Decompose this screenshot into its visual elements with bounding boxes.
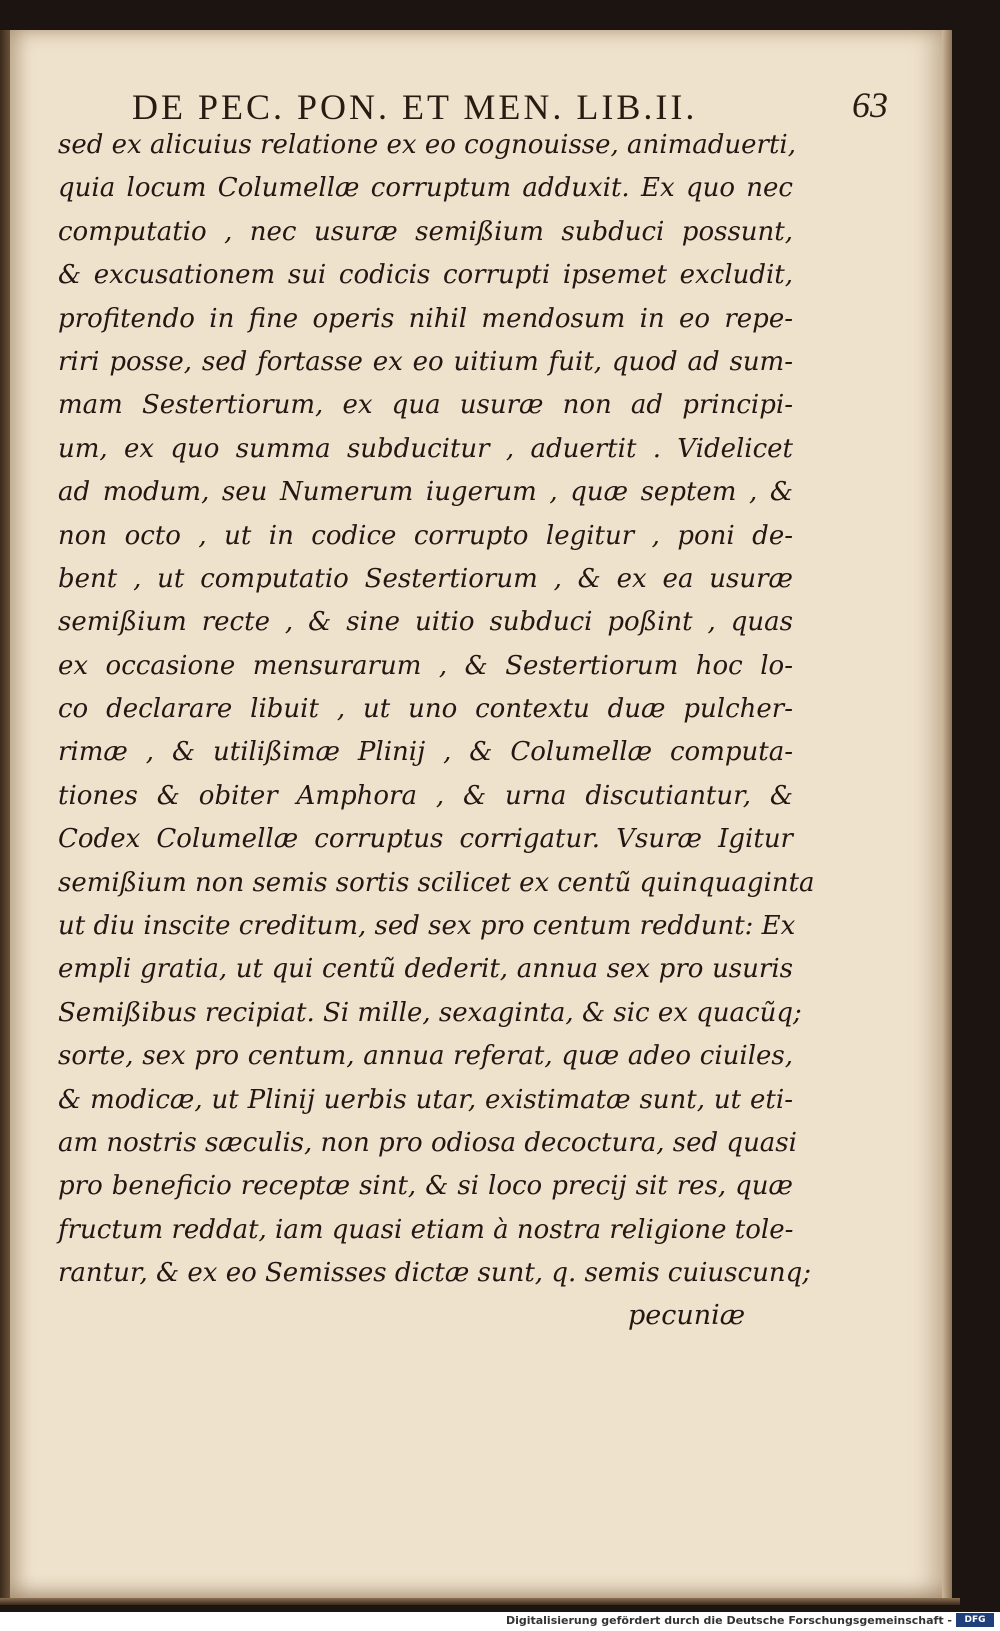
- text-line: sorte, sex pro centum, annua referat, quæ adeo ciuiles,: [58, 1041, 793, 1072]
- text-line: & modicæ, ut Plinij uerbis utar, existimatæ sunt, ut eti-: [58, 1084, 793, 1115]
- text-line: rantur, & ex eo Semisses dictæ sunt, q. semis cuiuscunq;: [58, 1258, 811, 1289]
- text-line: tiones & obiter Amphora , & urna discutiantur, &: [58, 780, 793, 811]
- page-edge: [942, 30, 952, 1602]
- text-line: semißium recte , & sine uitio subduci poßint , quas: [58, 607, 793, 638]
- text-line: ex occasione mensurarum , & Sestertiorum hoc lo-: [58, 650, 793, 681]
- text-line: & excusationem sui codicis corrupti ipsemet excludit,: [58, 260, 793, 291]
- text-line: Semißibus recipiat. Si mille, sexaginta, & sic ex quacũq;: [58, 997, 802, 1028]
- text-line: pro beneficio receptæ sint, & si loco precij sit res, quæ: [58, 1171, 793, 1202]
- text-line: empli gratia, ut qui centũ dederit, annua sex pro usuris: [58, 954, 793, 985]
- page-number: 63: [852, 85, 888, 125]
- text-line: am nostris sæculis, non pro odiosa decoctura, sed quasi: [58, 1127, 797, 1158]
- running-head: DE PEC. PON. ET MEN. LIB.II.: [132, 87, 698, 127]
- text-line: sed ex alicuius relatione ex eo cognouisse, animaduerti,: [58, 130, 796, 160]
- text-line: um, ex quo summa subducitur , aduertit . Videlicet: [58, 433, 793, 464]
- text-line: semißium non semis sortis scilicet ex centũ quinquaginta: [58, 867, 815, 898]
- text-line: ad modum, seu Numerum iugerum , quæ septem , &: [58, 477, 793, 508]
- text-line: riri posse, sed fortasse ex eo uitium fuit, quod ad sum-: [58, 346, 793, 377]
- page-bottom-edge: [0, 1598, 960, 1605]
- text-line: rimæ , & utilißimæ Plinij , & Columellæ computa-: [58, 737, 793, 768]
- page-header: [118, 86, 888, 126]
- text-line: quia locum Columellæ corruptum adduxit. Ex quo nec: [58, 173, 793, 204]
- text-line: profitendo in fine operis nihil mendosum in eo repe-: [58, 303, 793, 334]
- text-line: computatio , nec usuræ semißium subduci possunt,: [58, 216, 793, 247]
- text-line: mam Sestertiorum, ex qua usuræ non ad principi-: [58, 390, 793, 421]
- text-line: fructum reddat, iam quasi etiam à nostra religione tole-: [58, 1214, 794, 1245]
- body-text: [58, 124, 815, 1296]
- text-line: bent , ut computatio Sestertiorum , & ex ea usuræ: [58, 563, 793, 594]
- text-line: Codex Columellæ corruptus corrigatur. Vsuræ Igitur: [58, 824, 793, 855]
- dfg-logo: DFG: [956, 1613, 994, 1627]
- text-line: ut diu inscite creditum, sed sex pro centum reddunt: Ex: [58, 911, 796, 942]
- catchword: pecuniæ: [628, 1300, 746, 1331]
- text-line: non octo , ut in codice corrupto legitur , poni de-: [58, 520, 793, 551]
- footer-credit: Digitalisierung gefördert durch die Deutsche Forschungsgemeinschaft -: [505, 1614, 952, 1627]
- text-line: co declarare libuit , ut uno contextu duæ pulcher-: [58, 694, 793, 725]
